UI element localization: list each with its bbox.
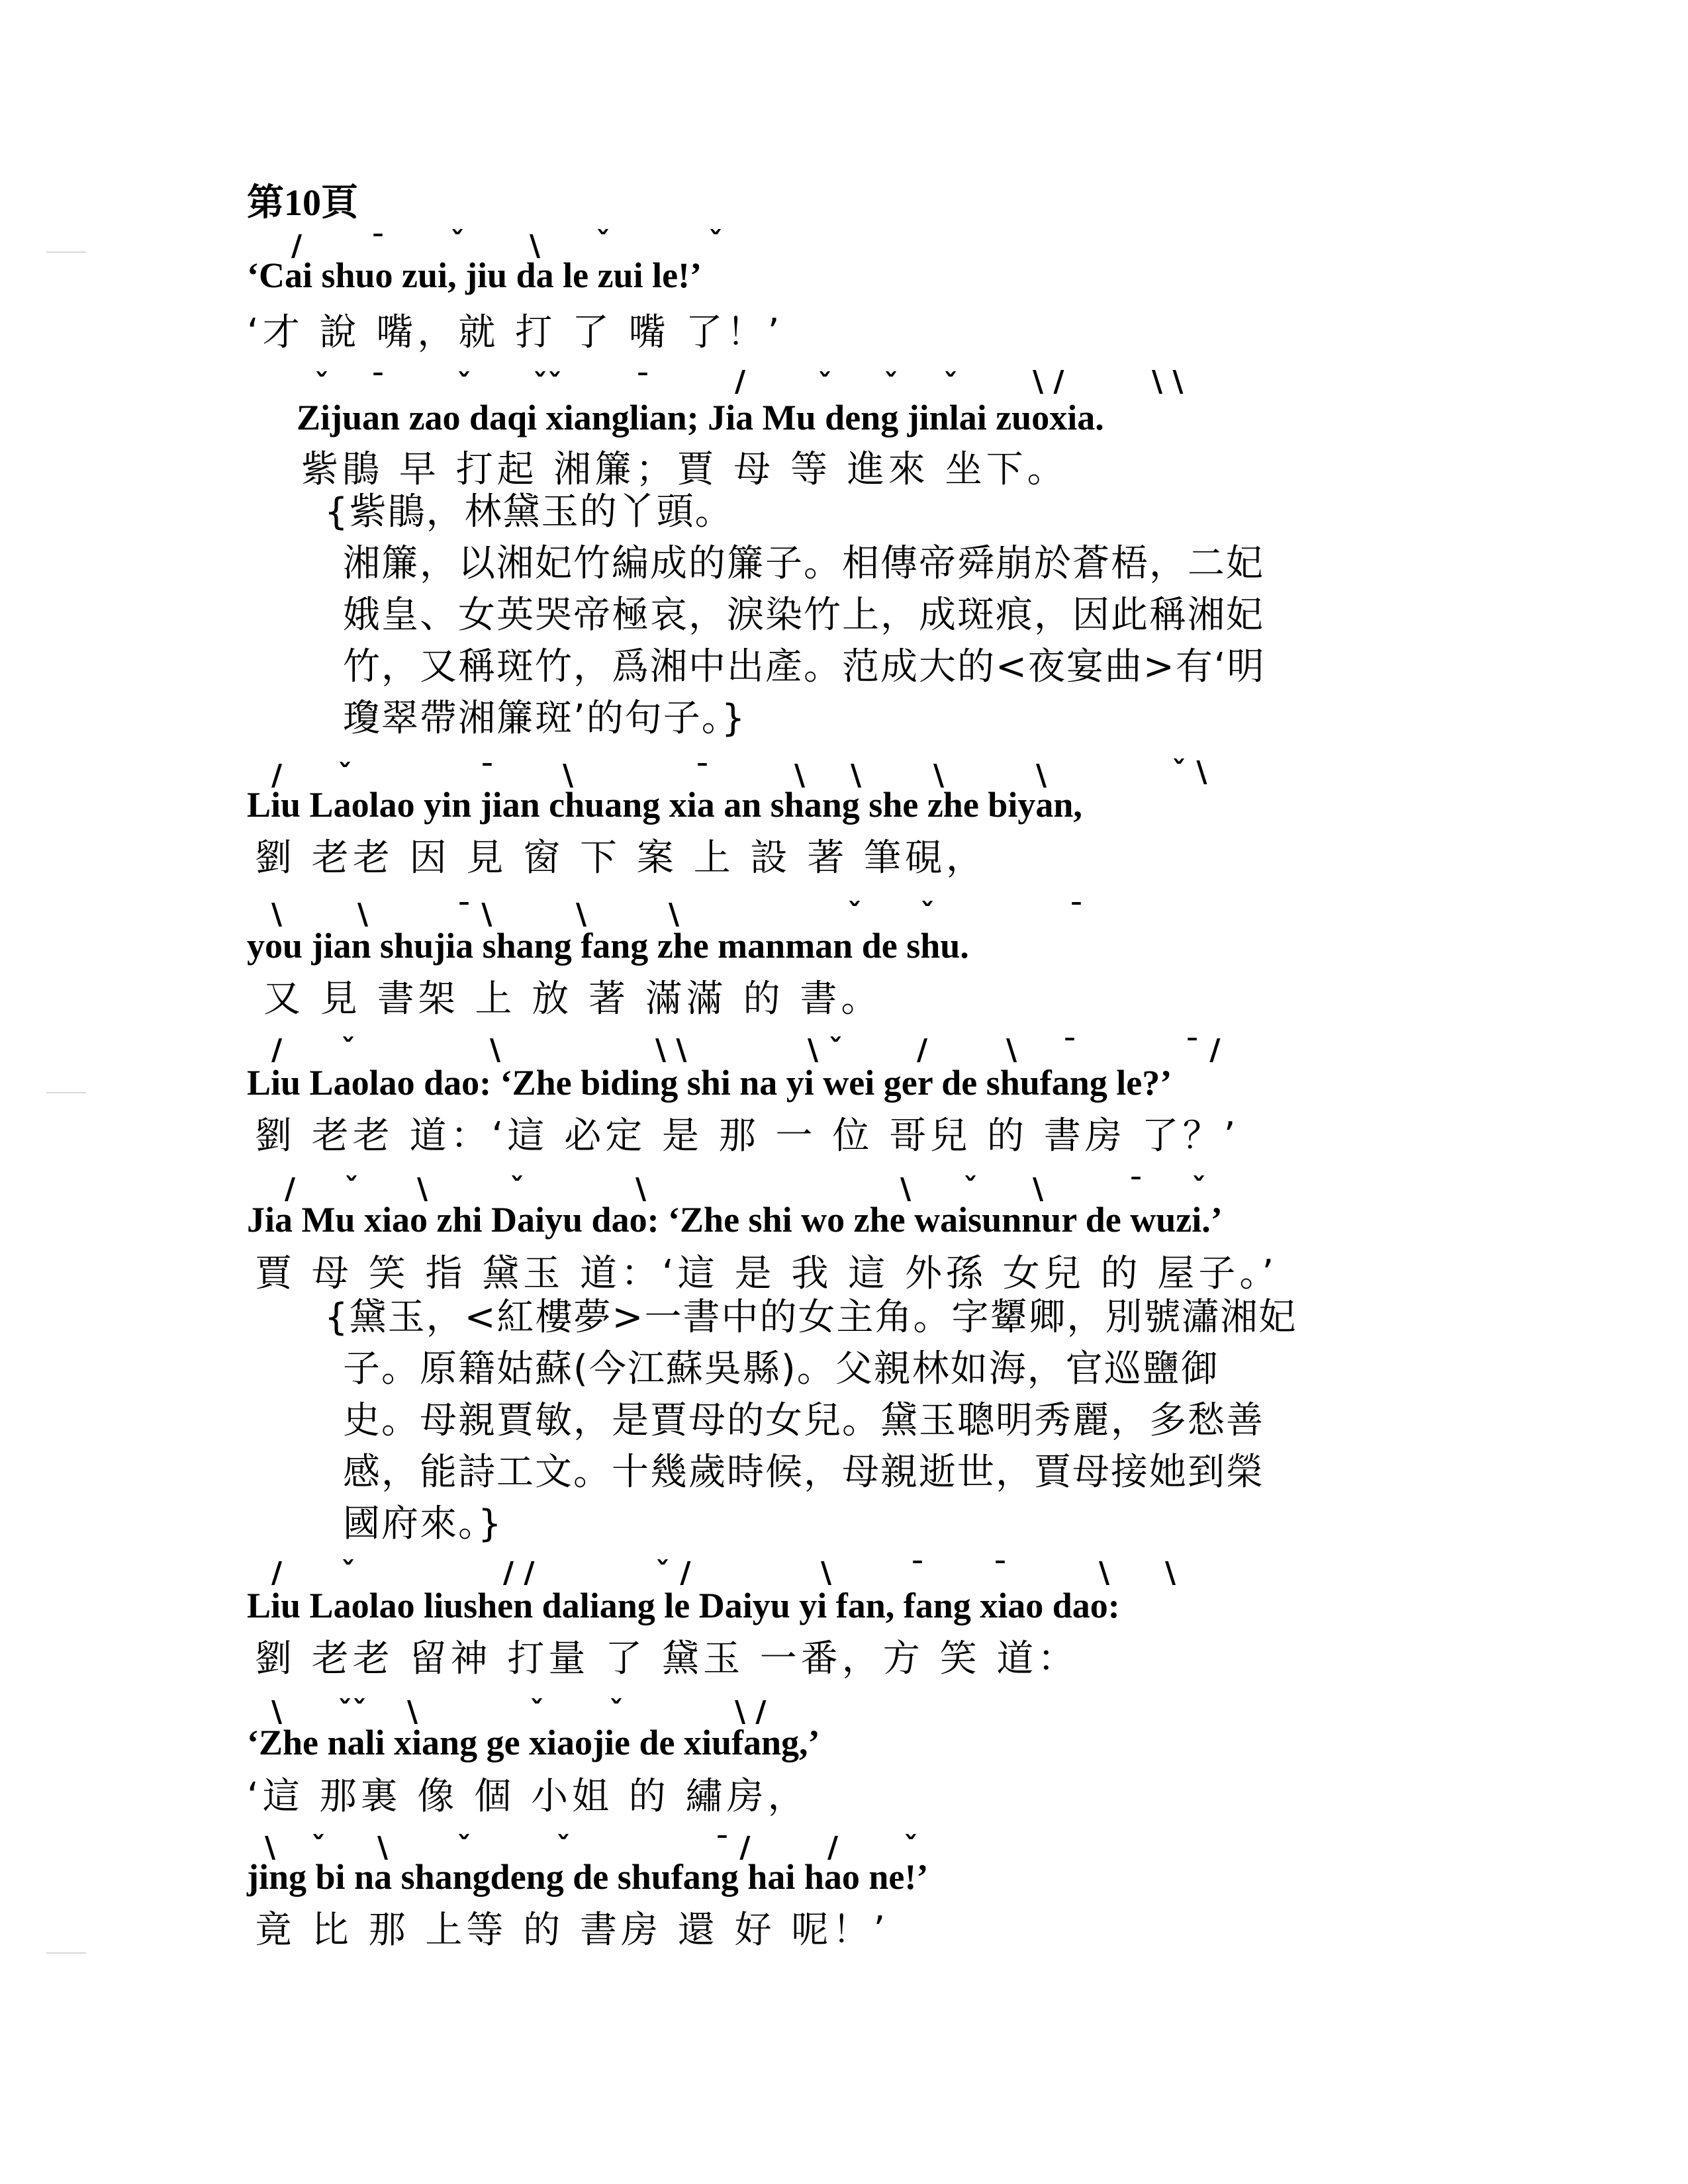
tone-mark-icon: \ (357, 897, 369, 931)
hanzi-line: 劉 老老 留神 打量 了 黛玉 一番，方 笑 道： (255, 1637, 1079, 1680)
tone-mark-icon: / (917, 1033, 928, 1067)
tone-mark-icon: ¯ (635, 368, 650, 402)
tone-mark-icon: \ (407, 1695, 418, 1729)
pinyin-line: Liu Laolao yin jian chuang xia an shang she zhe biyan, (247, 785, 1082, 825)
tone-mark-icon: \ (933, 758, 945, 792)
tone-mark-icon: ¯ (695, 758, 710, 792)
tone-mark-icon: ˇˇ (338, 1695, 367, 1729)
tone-mark-icon: / (285, 1172, 296, 1206)
tone-mark-icon: ˇ (708, 226, 723, 259)
tone-mark-icon: ¯ (371, 229, 385, 263)
tone-mark-icon: \ \ (655, 1033, 687, 1067)
tone-mark-icon: \ / (735, 1695, 767, 1729)
pinyin-line: Liu Laolao liushen daliang le Daiyu yi fan, fang xiao dao: (247, 1586, 1120, 1625)
tone-mark-icon: ˇ (943, 368, 958, 402)
annotation-line: 史。母親賈敏，是賈母的女兒。黛玉聰明秀麗，多愁善 (343, 1399, 1264, 1442)
tone-mark-icon: ˇ (450, 226, 465, 259)
tone-mark-icon: ˇ (904, 1831, 918, 1864)
tone-mark-icon: \ (271, 1695, 283, 1729)
tone-mark-icon: \ (821, 1556, 832, 1590)
tone-mark-icon: ¯ / (715, 1831, 751, 1864)
pinyin-line: jing bi na shangdeng de shufang hai hao ne!’ (247, 1857, 929, 1897)
tone-mark-icon: \ (490, 1033, 501, 1067)
tone-mark-icon: \ (1006, 1033, 1017, 1067)
tone-mark-icon: ˇ \ (1172, 755, 1207, 789)
hanzi-line: 又 見 書架 上 放 著 滿滿 的 書。 (263, 978, 882, 1021)
tone-mark-icon: ˇ (609, 1695, 624, 1729)
tone-mark-icon: ˇ (510, 1172, 524, 1206)
scan-hole-mark (46, 1952, 86, 1954)
tone-mark-icon: ˇ (963, 1172, 978, 1206)
tone-mark-icon: \ (265, 1831, 276, 1864)
pinyin-line: ‘Zhe nali xiang ge xiaojie de xiufang,’ (247, 1723, 820, 1762)
tone-mark-icon: \ (1036, 758, 1047, 792)
tone-mark-icon: ˇ (1192, 1172, 1206, 1206)
tone-mark-icon: ˇ (530, 1695, 544, 1729)
tone-mark-icon: / (271, 758, 283, 792)
tone-mark-icon: / (271, 1556, 283, 1590)
tone-mark-icon: ˇ (341, 1556, 355, 1590)
hanzi-line: 竟 比 那 上等 的 書房 還 好 呢！’ (255, 1909, 890, 1952)
tone-mark-icon: ˇ (596, 226, 610, 259)
tone-mark-icon: \ (1099, 1556, 1110, 1590)
hanzi-line: 紫鵑 早 打起 湘簾；賈 母 等 進來 坐下。 (301, 448, 1068, 491)
tone-mark-icon: ˇ (884, 368, 898, 402)
annotation-line: 子。原籍姑蘇(今江蘇吳縣)。父親林如海，官巡鹽御 (343, 1347, 1219, 1390)
annotation-line: {紫鵑，林黛玉的丫頭。 (324, 490, 733, 533)
hanzi-line: 劉 老老 因 見 窗 下 案 上 設 著 筆硯， (255, 837, 988, 880)
tone-mark-icon: ˇ (341, 1033, 355, 1067)
tone-mark-icon: \ (1033, 1172, 1044, 1206)
tone-mark-icon: ¯ / (1185, 1033, 1221, 1067)
tone-mark-icon: ˇˇ (533, 368, 562, 402)
tone-mark-icon: \ / (1033, 365, 1064, 398)
tone-mark-icon: \ (900, 1172, 912, 1206)
tone-mark-icon: / (827, 1831, 839, 1864)
tone-mark-icon: \ (563, 758, 574, 792)
pinyin-line: you jian shujia shang fang zhe manman de shu. (247, 926, 969, 966)
annotation-line: 瓊翠帶湘簾斑’的句子。} (343, 697, 747, 740)
tone-mark-icon: \ (794, 758, 806, 792)
tone-mark-icon: \ \ (1152, 365, 1184, 398)
tone-mark-icon: ¯ (1069, 897, 1084, 931)
tone-mark-icon: \ (851, 758, 862, 792)
tone-mark-icon: ˇ (818, 368, 832, 402)
tone-mark-icon: ¯ (910, 1556, 925, 1590)
tone-mark-icon: ˇ (344, 1172, 359, 1206)
tone-mark-icon: ˇ / (655, 1556, 691, 1590)
hanzi-line: ‘這 那裏 像 個 小姐 的 繡房， (247, 1775, 809, 1818)
tone-mark-icon: \ (1165, 1556, 1176, 1590)
tone-mark-icon: ¯ \ (457, 897, 492, 931)
tone-mark-icon: ¯ (1062, 1033, 1077, 1067)
tone-mark-icon: \ (669, 897, 680, 931)
hanzi-line: 劉 老老 道：‘這 必定 是 那 一 位 哥兒 的 書房 了？’ (255, 1115, 1240, 1158)
tone-mark-icon: \ (417, 1172, 428, 1206)
tone-mark-icon: ˇ (847, 897, 862, 931)
annotation-line: 國府來。} (343, 1502, 503, 1545)
tone-mark-icon: \ (635, 1172, 647, 1206)
page-label: 第10頁 (247, 183, 358, 224)
annotation-line: 竹，又稱斑竹，爲湘中出產。范成大的<夜宴曲>有‘明 (343, 645, 1266, 688)
tone-mark-icon: ˇ (311, 1831, 326, 1864)
tone-mark-icon: \ (271, 897, 283, 931)
scan-hole-mark (46, 1092, 86, 1093)
pinyin-line: Zijuan zao daqi xianglian; Jia Mu deng jinlai zuoxia. (297, 398, 1104, 437)
tone-mark-icon: ¯ (993, 1556, 1008, 1590)
annotation-line: 湘簾，以湘妃竹編成的簾子。相傳帝舜崩於蒼梧，二妃 (343, 542, 1264, 585)
hanzi-line: 賈 母 笑 指 黛玉 道：‘這 是 我 這 外孫 女兒 的 屋子。’ (255, 1252, 1278, 1295)
pinyin-line: Jia Mu xiao zhi Daiyu dao: ‘Zhe shi wo zhe waisunnur de wuzi.’ (247, 1200, 1223, 1240)
tone-mark-icon: ˇ (457, 368, 471, 402)
annotation-line: 感，能詩工文。十幾歲時候，母親逝世，賈母接她到榮 (343, 1451, 1264, 1494)
scan-hole-mark (46, 251, 86, 253)
tone-mark-icon: / (271, 1033, 283, 1067)
tone-mark-icon: \ (576, 897, 587, 931)
tone-mark-icon: ˇ (314, 368, 329, 402)
pinyin-line: ‘Cai shuo zui, jiu da le zui le!’ (247, 255, 702, 295)
annotation-line: {黛玉，<紅樓夢>一書中的女主角。字顰卿，別號瀟湘妃 (324, 1296, 1297, 1339)
tone-mark-icon: / (735, 365, 746, 398)
tone-mark-icon: ¯ (1129, 1172, 1143, 1206)
annotation-line: 娥皇、女英哭帝極哀，淚染竹上，成斑痕，因此稱湘妃 (343, 594, 1264, 637)
tone-mark-icon: ¯ (371, 368, 385, 402)
tone-mark-icon: ¯ (480, 758, 494, 792)
tone-mark-icon: ˇ (556, 1831, 571, 1864)
tone-mark-icon: \ ˇ (808, 1033, 843, 1067)
tone-mark-icon: / / (503, 1556, 535, 1590)
tone-mark-icon: ˇ (457, 1831, 471, 1864)
pinyin-line: Liu Laolao dao: ‘Zhe biding shi na yi wei ger de shufang le?’ (247, 1063, 1172, 1103)
hanzi-line: ‘才 說 嘴，就 打 了 嘴 了！’ (247, 311, 784, 354)
tone-mark-icon: ˇ (338, 758, 352, 792)
tone-mark-icon: \ (377, 1831, 389, 1864)
tone-mark-icon: \ (530, 229, 541, 263)
tone-mark-icon: / (291, 229, 303, 263)
tone-mark-icon: ˇ (920, 897, 935, 931)
